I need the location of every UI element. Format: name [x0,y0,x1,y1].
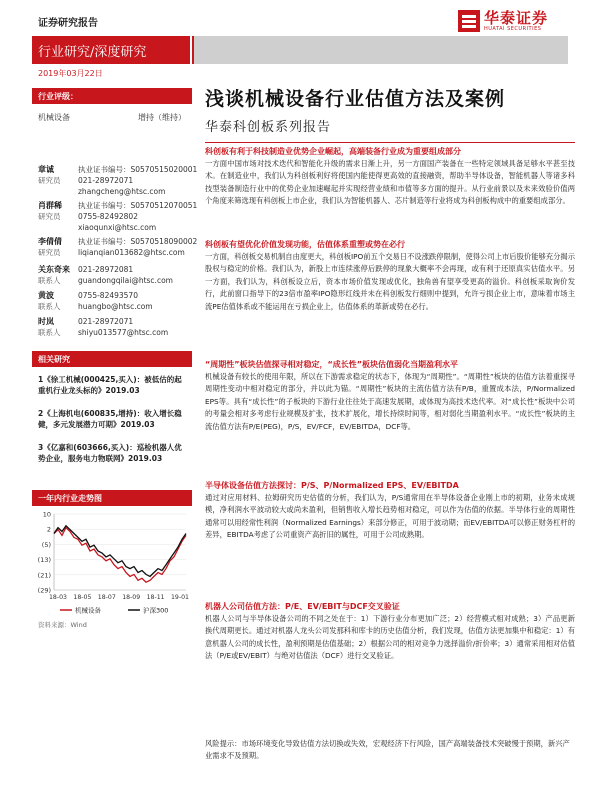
related-report-link[interactable]: 2《上海机电(600835,增持)：收入增长稳健，多元发展潜力可期》2019.03 [38,409,182,429]
analyst-email[interactable]: liqianqian013682@htsc.com [78,248,185,257]
analyst-card: 肖群稀 执业证书编号：S0570512070051 研究员 0755-82492802 xiaoqunxi@htsc.com [38,201,198,232]
section-heading: 科创板有望优化价值发现功能，估值体系重塑或势在必行 [205,240,405,249]
x-tick-label: 18-09 [122,594,141,601]
risk-warning: 风险提示：市场环境变化导致估值方法切换或失效，宏观经济下行风险，国产高端装备技术突破慢于预期，新兴产业需求不及预期。 [205,739,570,761]
x-tick-label: 18-11 [146,594,165,601]
analyst-card: 章诚 执业证书编号：S0570515020001 研究员 021-28972071 zhangcheng@htsc.com [38,165,198,196]
analyst-name: 肖群稀 [38,201,62,210]
rating-industry: 机械设备 [38,113,70,122]
trend-chart [32,508,192,618]
logo-mark-icon [458,10,480,32]
contact-name: 时岚 [38,317,54,326]
contact-name: 黄波 [38,291,54,300]
section-body: 机器人公司与半导体设备公司的不同之处在于：1）下游行业分布更加广泛；2）经营模式相对成熟；3）产品更新换代周期更长。通过对机器人龙头公司发那科和库卡的历史估值分析，我们发现，估值方法更加集中和稳定：1）有意机器人公司的成长性，盈利预期是估值基础；2）根据公司的相对竞争力选择溢价/折价率；3）通常采用相对估值法（P/E或EV/EBIT）与绝对估值法（DCF）进行交叉验证。 [205,614,575,661]
rating-heading: 行业评级： [32,88,192,104]
analyst-email[interactable]: xiaoqunxi@htsc.com [78,223,157,232]
contact-email[interactable]: huangbo@htsc.com [78,302,153,311]
y-tick-label: (21) [37,571,51,580]
logo-english: HUATAI SECURITIES [484,26,542,32]
rating-value: 增持（维持） [138,113,186,122]
analyst-name: 章诚 [38,165,54,174]
x-tick-label: 18-07 [97,594,116,601]
section-body: 一方面中国市场对技术迭代和智能化升级的需求日渐上升，另一方面国产装备在一些特定领域具备足够水平甚至技术。在制造业中，我们认为科创板利好将使国内能使得更高效的直接融资，帮助半导体设备，智能机器人等诸多科技型装备制造行业中的优势企业加速崛起并实现经营业绩和市值等多方面的提升。从行业前景以及未来效验价值两个角度来筛选现有科创板上市企业，我们认为智能机器人、芯片制造等行业将成为科创板构成中的重要组成部分。 [205,159,575,206]
contact-email[interactable]: guandongqilai@htsc.com [78,276,173,285]
analyst-card: 李倩倩 执业证书编号：S0570518090002 研究员 liqianqian013682@htsc.com [38,237,198,257]
section-heading: 半导体设备估值方法探讨：P/S、P/Normalized EPS、EV/EBITDA [205,481,459,490]
related-report-link[interactable]: 3《亿嘉和(603666,买入)：巡检机器人优势企业，服务电力物联网》2019.03 [38,443,182,463]
x-tick-label: 19-01 [171,594,189,601]
y-tick-label: (13) [37,556,51,565]
source-note: 资料来源：Wind [38,621,87,629]
report-subtitle: 华泰科创板系列报告 [205,120,332,135]
section-body: 机械设备有较长的使用年限，所以在下游需求稳定的状态下，体现为“周期性”。“周期性”板块的估值方法着重探寻周期性变动中相对稳定的部分，并以此为锚。“周期性”板块的主流估值方法有P/B，重置成本法，P/Normalized EPS等。具有“成长性”的子板块的下游行业往往处于高速发展期，或体现为高技术迭代率。对“成长性”板块中公司的考量会相对多考虑行业规模及扩张，技术扩展化，增长持续时间等，相对弱化当期盈利水平。“成长性”板块的主流估值方法有P/E(PEG)，P/S，EV/FCF，EV/EBITDA，DCF等。 [205,372,575,431]
chart-heading: 一年内行业走势图 [32,490,192,506]
rating-panel [32,88,192,131]
y-tick-label: 10 [42,510,51,519]
legend-label: 沪深300 [143,606,169,615]
analyst-name: 李倩倩 [38,237,62,246]
contact-card: 黄波 0755-82493570 联系人 huangbo@htsc.com [38,291,153,311]
section-body: 一方面，科创板交易机制自由度更大，科创板IPO前五个交易日不设涨跌停限制，使得公司上市后股价能够充分揭示股权与稳定的价格。我们认为，新股上市连续涨停后跌停的现象大概率不会再现，或有利于还原真实估值水平。另一方面，我们认为，科创板设立后，资本市场价值发现或优化，独角兽有望享受更高的溢价。科创板采取询价发行，此前窗口指导下的23倍市盈率IPO隐形红线并未在科创板发行细则中提到，允许亏损企业上市，意味着市场主流PE估值体系或不能运用在亏损企业上，估值体系的革新或势在必行。 [205,252,575,311]
section-block [205,479,575,542]
section-heading: 机器人公司估值方法：P/E、EV/EBIT与DCF交叉验证 [205,602,400,611]
contact-card: 关东奇来 021-28972081 联系人 guandongqilai@htsc.com [38,265,173,285]
report-title: 浅谈机械设备行业估值方法及案例 [205,88,506,110]
section-block [205,358,575,433]
y-tick-label: (29) [37,586,51,595]
section-block [205,600,575,663]
report-date: 2019年03月22日 [38,69,103,78]
section-block [205,238,575,313]
logo-name: 华泰证券 [484,9,549,27]
y-tick-label: 2 [46,525,51,534]
section-heading: “周期性”板块估值探寻相对稳定，“成长性”板块估值弱化当期盈利水平 [205,360,459,369]
company-logo [458,6,568,36]
contact-card: 时岚 021-28972071 联系人 shiyu013577@htsc.com [38,317,169,337]
section-heading: 科创板有利于科技制造业优势企业崛起，高端装备行业成为重要组成部分 [205,147,461,156]
report-type-label: 证券研究报告 [38,18,98,29]
x-tick-label: 18-05 [73,594,92,601]
contact-name: 关东奇来 [38,265,70,274]
y-tick-label: (5) [41,540,51,549]
contact-email[interactable]: shiyu013577@htsc.com [78,328,169,337]
analyst-email[interactable]: zhangcheng@htsc.com [78,187,166,196]
x-tick-label: 18-03 [49,594,67,601]
related-heading: 相关研究 [32,351,192,367]
report-category: 行业研究/深度研究 [38,45,147,60]
section-body: 通过对应用材料、拉姆研究历史估值的分析，我们认为，P/S通常用在半导体设备企业刚上市的初期，业务未成规模，净利润水平波动较大或尚未盈利，但销售收入增长趋势相对稳定，可以作为估值的依据。半导体行业的周期性通常可以用经常性利润（Normalized Earnings）来部分修正，可用于波动期；而EV/EBITDA可以修正财务杠杆的差异，EBITDA考虑了公司重资产高折旧的属性，可用于公司成熟期。 [205,493,575,540]
legend-label: 机械设备 [75,606,101,615]
section-block [205,145,575,208]
series-line [54,528,186,583]
related-report-link[interactable]: 1《徐工机械(000425,买入)：被低估的起重机行业龙头标的》2019.03 [38,375,182,395]
